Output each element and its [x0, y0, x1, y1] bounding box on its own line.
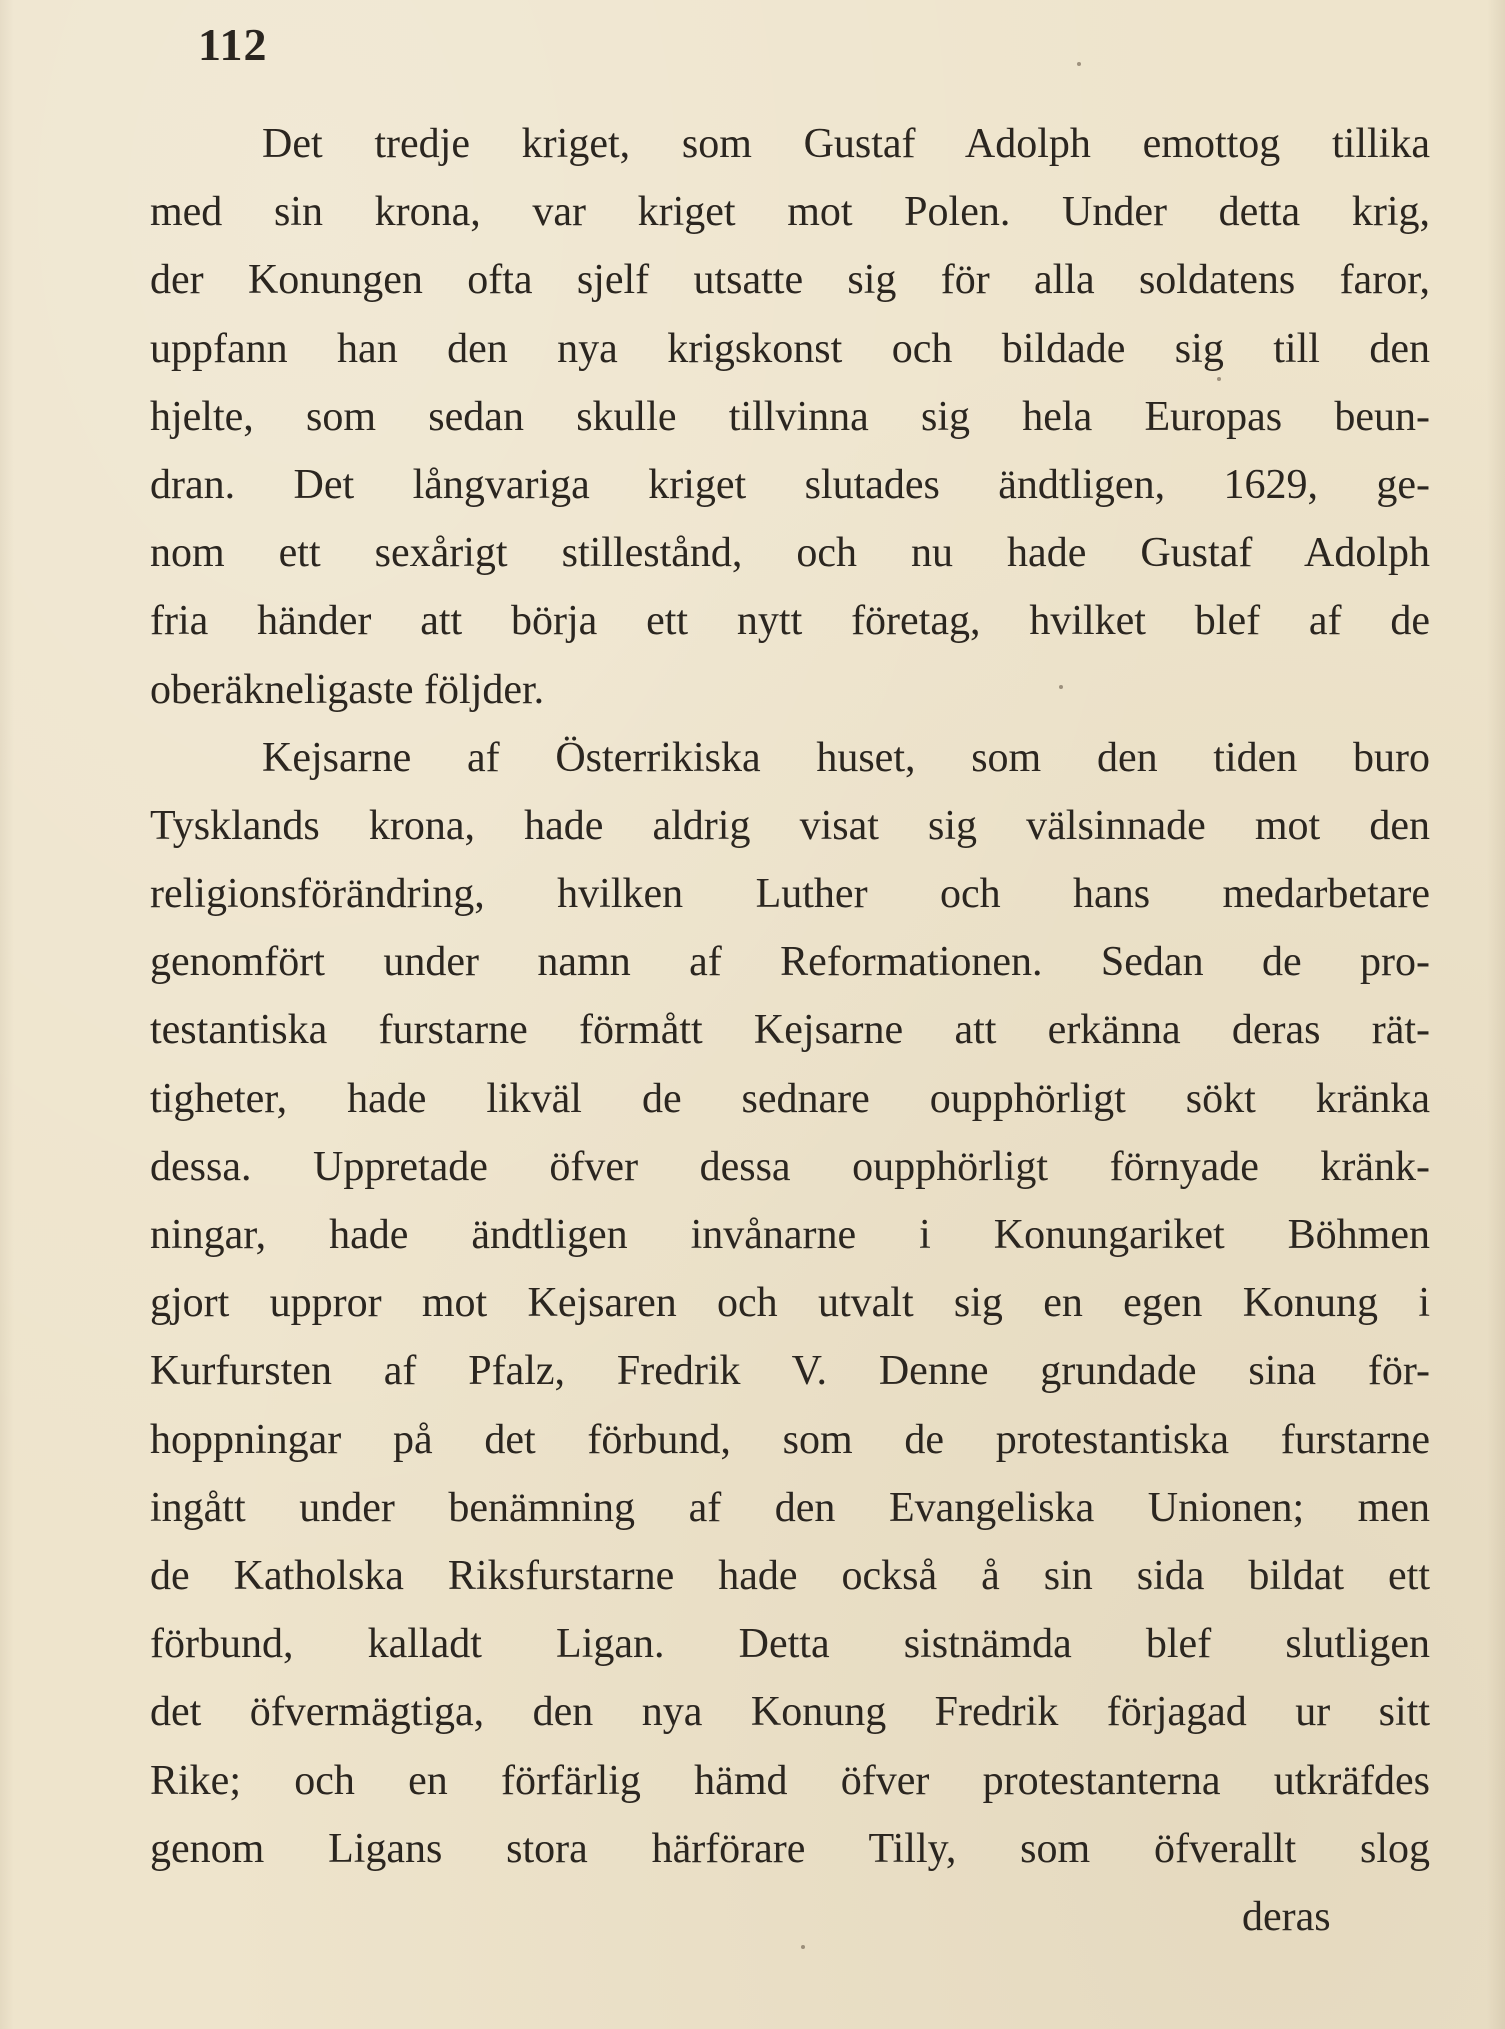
paper-speck [1217, 377, 1221, 381]
paragraph-2-line-8: ningar, hade ändtligen invånarne i Konungariket Böhmen [150, 1212, 1430, 1258]
paper-speck [801, 1945, 805, 1949]
paragraph-1-line-9: oberäkneligaste följder. [150, 666, 545, 713]
paragraph-2-line-4: genomfört under namn af Reformationen. Sedan de pro- [150, 939, 1430, 986]
paragraph-1-line-3: der Konungen ofta sjelf utsatte sig för alla soldatens faror, [150, 257, 1430, 304]
paragraph-1-line-6: dran. Det långvariga kriget slutades ändtligen, 1629, ge- [150, 461, 1430, 508]
paragraph-1-line-4: uppfann han den nya krigskonst och bildade sig till den [150, 325, 1430, 372]
text-body [150, 110, 1430, 1883]
paragraph-1-line-8: fria händer att börja ett nytt företag, hvilket blef af de [150, 598, 1430, 645]
paragraph-2-line-3: religionsförändring, hvilken Luther och hans medarbetare [150, 871, 1430, 918]
page-right-edge-shadow [1487, 0, 1505, 2029]
paragraph-2-line-5: testantiska furstarne förmått Kejsarne att erkänna deras rät- [150, 1007, 1430, 1054]
paragraph-2-line-2: Tysklands krona, hade aldrig visat sig välsinnade mot den [150, 802, 1430, 849]
page-number: 112 [198, 19, 268, 70]
paper-speck [1077, 62, 1081, 66]
paragraph-2-line-7: dessa. Uppretade öfver dessa oupphörligt förnyade kränk- [150, 1143, 1430, 1190]
paragraph-2-line-14: förbund, kalladt Ligan. Detta sistnämda blef slutligen [150, 1621, 1430, 1668]
paragraph-2-line-15: det öfvermägtiga, den nya Konung Fredrik förjagad ur sitt [150, 1689, 1430, 1736]
paragraph-2-line-9: gjort uppror mot Kejsaren och utvalt sig en egen Konung i [150, 1280, 1430, 1327]
paper-speck [1059, 685, 1063, 689]
paragraph-2-line-16: Rike; och en förfärlig hämd öfver protestanterna utkräfdes [150, 1757, 1430, 1804]
page-left-edge-shadow [0, 0, 14, 2029]
paragraph-2-line-10: Kurfursten af Pfalz, Fredrik V. Denne grundade sina för- [150, 1348, 1430, 1395]
paragraph-2-line-17: genom Ligans stora härförare Tilly, som öfverallt slog [150, 1825, 1430, 1872]
paragraph-1-line-1: Det tredje kriget, som Gustaf Adolph emottog tillika [262, 121, 1430, 167]
paragraph-2-line-6: tigheter, hade likväl de sednare oupphörligt sökt kränka [150, 1075, 1430, 1122]
paragraph-1-line-7: nom ett sexårigt stillestånd, och nu hade Gustaf Adolph [150, 530, 1430, 577]
paragraph-2-line-1: Kejsarne af Österrikiska huset, som den tiden buro [262, 734, 1430, 781]
paragraph-1-line-5: hjelte, som sedan skulle tillvinna sig hela Europas beun- [150, 393, 1430, 440]
paragraph-2-line-11: hoppningar på det förbund, som de protestantiska furstarne [150, 1416, 1430, 1463]
catchword: deras [1242, 1894, 1331, 1940]
paragraph-2-line-13: de Katholska Riksfurstarne hade också å sin sida bildat ett [150, 1552, 1430, 1599]
paragraph-2-line-12: ingått under benämning af den Evangeliska Unionen; men [150, 1484, 1430, 1531]
paragraph-1-line-2: med sin krona, var kriget mot Polen. Under detta krig, [150, 189, 1430, 236]
